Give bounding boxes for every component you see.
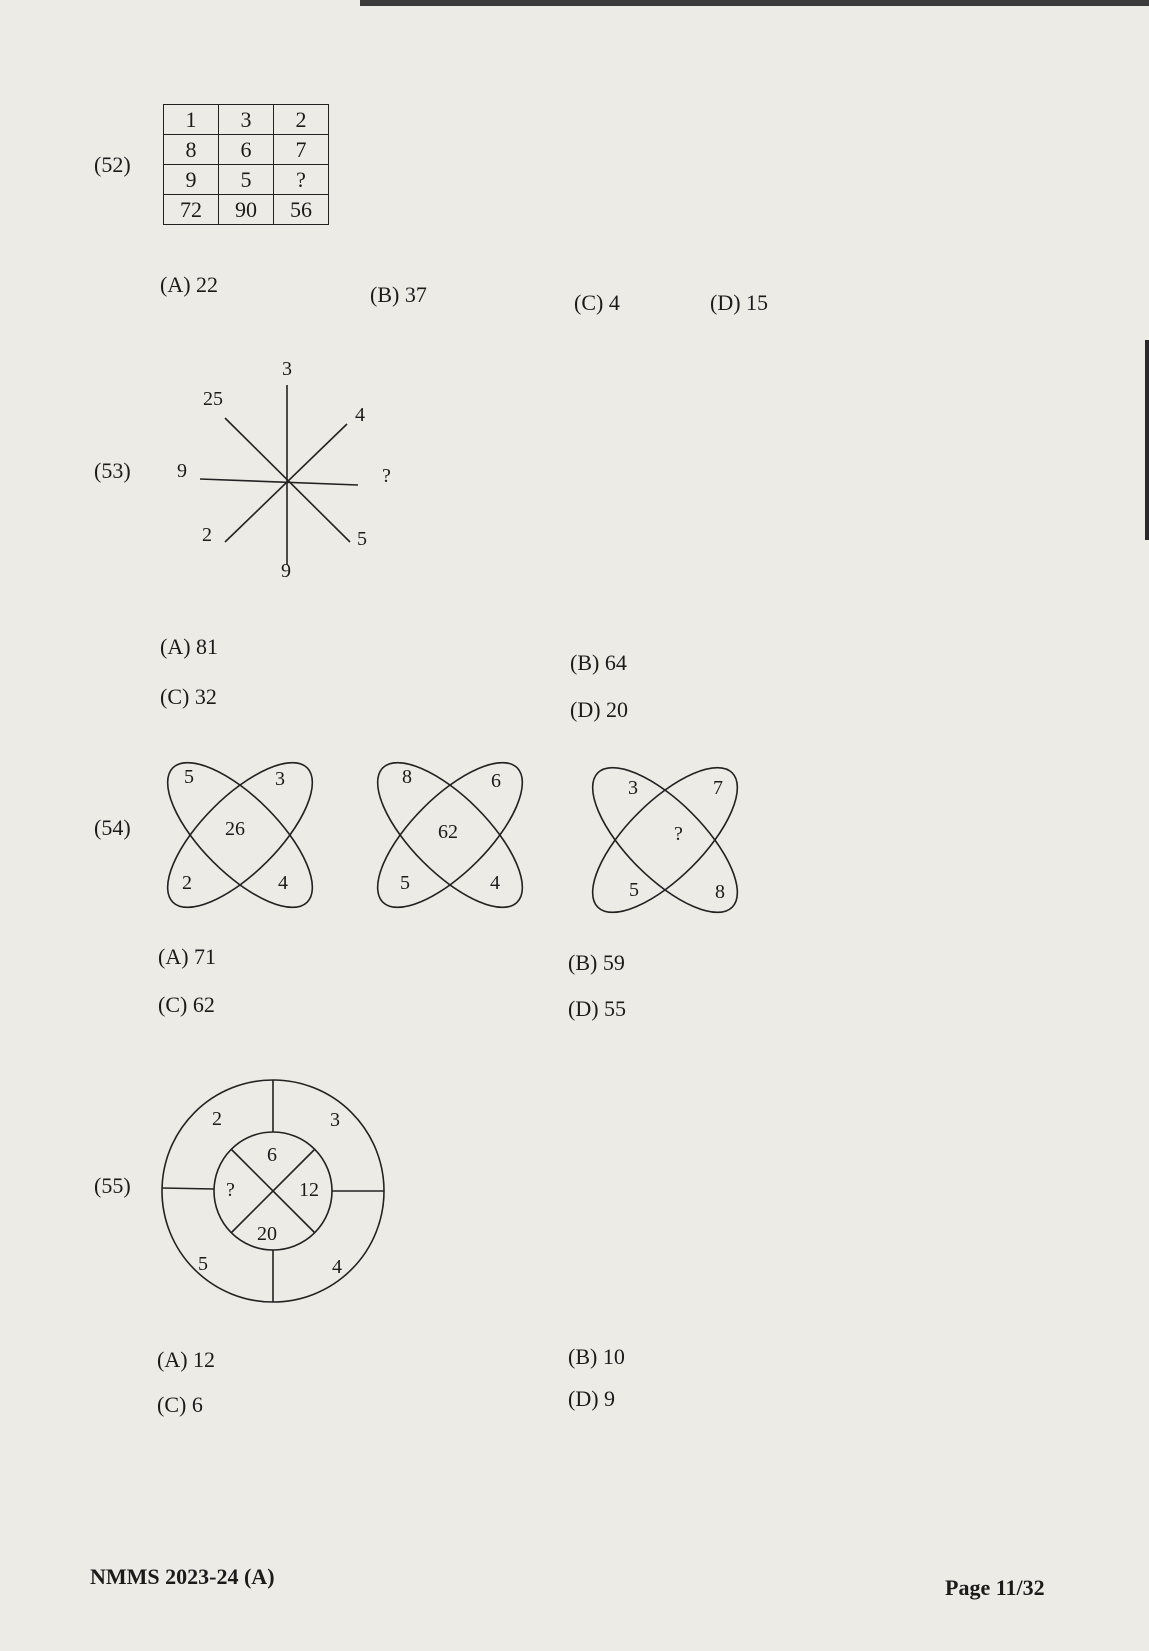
q54-option-d[interactable]: (D) 55 xyxy=(568,996,627,1021)
q52-option-c[interactable]: (C) 4 xyxy=(574,290,620,315)
q55-option-a[interactable]: (A) 12 xyxy=(157,1347,216,1372)
q52-cell: 6 xyxy=(219,135,274,165)
q55-outer-top-left: 2 xyxy=(212,1108,222,1130)
q54-fig3-top-right: 7 xyxy=(713,777,723,799)
q55-circle-figure xyxy=(160,1068,390,1318)
q52-cell: 8 xyxy=(164,135,219,165)
q52-cell: 9 xyxy=(164,165,219,195)
q54-fig3-center: ? xyxy=(674,823,683,845)
scan-right-edge xyxy=(1145,340,1149,540)
scan-top-edge xyxy=(360,0,1149,6)
q53-label-bottom-right: 5 xyxy=(357,528,367,550)
q52-cell: 7 xyxy=(274,135,329,165)
q53-label-left: 9 xyxy=(177,460,187,482)
q53-label-top: 3 xyxy=(282,358,292,380)
q54-fig1-center: 26 xyxy=(225,818,245,840)
q54-option-b[interactable]: (B) 59 xyxy=(568,950,625,975)
q55-outer-bottom-right: 4 xyxy=(332,1256,342,1278)
q54-option-c[interactable]: (C) 62 xyxy=(158,992,215,1017)
q55-inner-bottom: 20 xyxy=(257,1223,277,1245)
q54-fig1-bottom-right: 4 xyxy=(278,872,288,894)
q52-cell: 72 xyxy=(164,195,219,225)
q55-option-b[interactable]: (B) 10 xyxy=(568,1344,625,1369)
q53-star-figure xyxy=(150,355,410,595)
q54-fig1-top-right: 3 xyxy=(275,768,285,790)
q52-cell: 2 xyxy=(274,105,329,135)
q55-outer-bottom-left: 5 xyxy=(198,1253,208,1275)
q54-ellipse-figure-3 xyxy=(585,760,745,920)
q52-option-b[interactable]: (B) 37 xyxy=(370,282,427,307)
q53-label-right: ? xyxy=(382,465,391,487)
q52-cell: 1 xyxy=(164,105,219,135)
q54-option-a[interactable]: (A) 71 xyxy=(158,944,217,969)
q52-number-grid xyxy=(163,104,329,225)
q55-inner-left: ? xyxy=(226,1179,235,1201)
q52-option-d[interactable]: (D) 15 xyxy=(710,290,769,315)
q53-number: (53) xyxy=(94,458,131,483)
q55-outer-top-right: 3 xyxy=(330,1109,340,1131)
q55-option-c[interactable]: (C) 6 xyxy=(157,1392,203,1417)
q52-number: (52) xyxy=(94,152,131,177)
q54-fig2-center: 62 xyxy=(438,821,458,843)
q52-cell: ? xyxy=(274,165,329,195)
q54-number: (54) xyxy=(94,815,131,840)
q54-fig1-bottom-left: 2 xyxy=(182,872,192,894)
q52-option-a[interactable]: (A) 22 xyxy=(160,272,219,297)
q55-inner-right: 12 xyxy=(299,1179,319,1201)
q54-ellipse-figure-2 xyxy=(370,755,530,915)
q54-fig2-top-right: 6 xyxy=(491,770,501,792)
q55-inner-top: 6 xyxy=(267,1144,277,1166)
q52-cell: 90 xyxy=(219,195,274,225)
q54-fig2-bottom-left: 5 xyxy=(400,872,410,894)
q54-fig3-bottom-left: 5 xyxy=(629,879,639,901)
q53-label-bottom-left: 2 xyxy=(202,524,212,546)
q53-option-a[interactable]: (A) 81 xyxy=(160,634,219,659)
q54-fig3-top-left: 3 xyxy=(628,777,638,799)
q53-label-bottom: 9 xyxy=(281,560,291,582)
q53-option-b[interactable]: (B) 64 xyxy=(570,650,627,675)
q53-option-d[interactable]: (D) 20 xyxy=(570,697,629,722)
q54-fig2-top-left: 8 xyxy=(402,766,412,788)
q53-label-top-left: 25 xyxy=(203,388,223,410)
q54-fig2-bottom-right: 4 xyxy=(490,872,500,894)
q55-option-d[interactable]: (D) 9 xyxy=(568,1386,616,1411)
q54-ellipse-figure-1 xyxy=(160,755,320,915)
q54-fig3-bottom-right: 8 xyxy=(715,881,725,903)
q52-cell: 3 xyxy=(219,105,274,135)
q53-label-top-right: 4 xyxy=(355,404,365,426)
q55-number: (55) xyxy=(94,1173,131,1198)
footer-exam-code: NMMS 2023-24 (A) xyxy=(90,1564,275,1589)
q54-fig1-top-left: 5 xyxy=(184,766,194,788)
footer-page-number: Page 11/32 xyxy=(945,1575,1045,1600)
q52-cell: 5 xyxy=(219,165,274,195)
q53-option-c[interactable]: (C) 32 xyxy=(160,684,217,709)
q52-cell: 56 xyxy=(274,195,329,225)
